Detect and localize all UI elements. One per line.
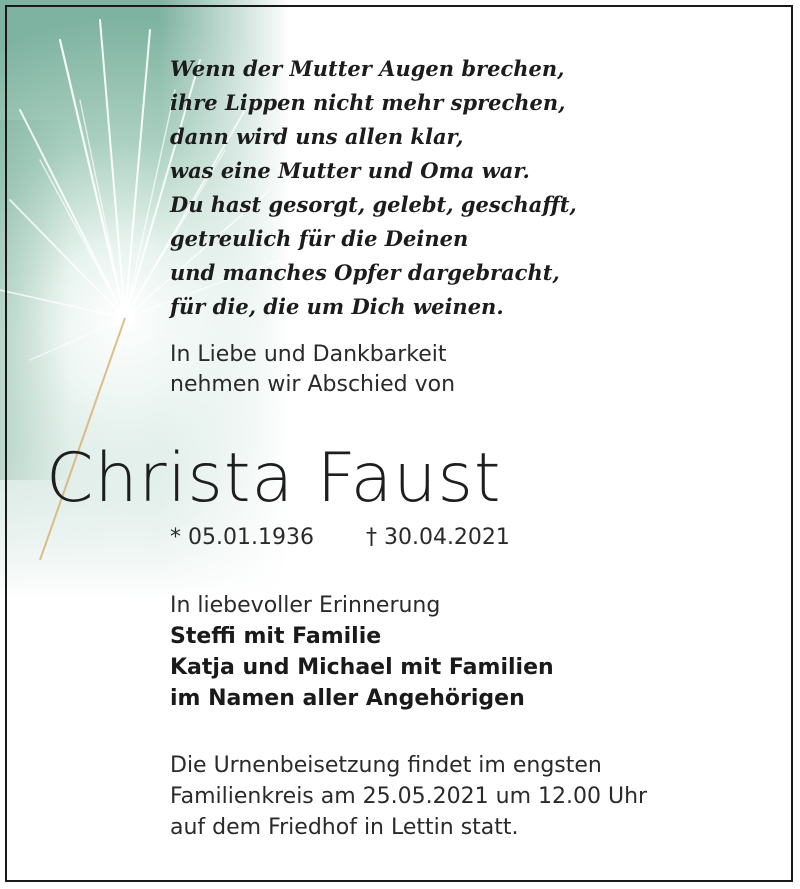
notice-line: Die Urnenbeisetzung findet im engsten (170, 753, 602, 778)
death-date: † 30.04.2021 (365, 525, 510, 550)
birth-date: * 05.01.1936 (170, 525, 314, 550)
notice-line: auf dem Friedhof in Lettin statt. (170, 815, 519, 840)
poem-line: Wenn der Mutter Augen brechen, (170, 56, 565, 81)
poem-line: und manches Opfer dargebracht, (170, 260, 560, 285)
poem-line: dann wird uns allen klar, (170, 124, 464, 149)
deceased-name: Christa Faust (46, 439, 502, 518)
poem-line: ihre Lippen nicht mehr sprechen, (170, 90, 566, 115)
intro-line: In Liebe und Dankbarkeit (170, 342, 447, 367)
poem-line: was eine Mutter und Oma war. (170, 158, 530, 183)
intro-line: nehmen wir Abschied von (170, 372, 456, 397)
notice-line: Familienkreis am 25.05.2021 um 12.00 Uhr (170, 784, 648, 809)
mourners-heading: In liebevoller Erinnerung (170, 593, 441, 618)
mourner-name: Katja und Michael mit Familien (170, 655, 554, 680)
burial-notice (170, 750, 730, 843)
farewell-intro (170, 340, 570, 400)
poem-line: getreulich für die Deinen (170, 226, 469, 251)
mourner-name: Steffi mit Familie (170, 624, 382, 649)
memorial-poem (170, 52, 610, 324)
mourners-block (170, 590, 690, 714)
mourner-name: im Namen aller Angehörigen (170, 686, 525, 711)
poem-line: für die, die um Dich weinen. (170, 294, 504, 319)
life-dates (170, 524, 510, 552)
poem-line: Du hast gesorgt, gelebt, geschafft, (170, 192, 577, 217)
